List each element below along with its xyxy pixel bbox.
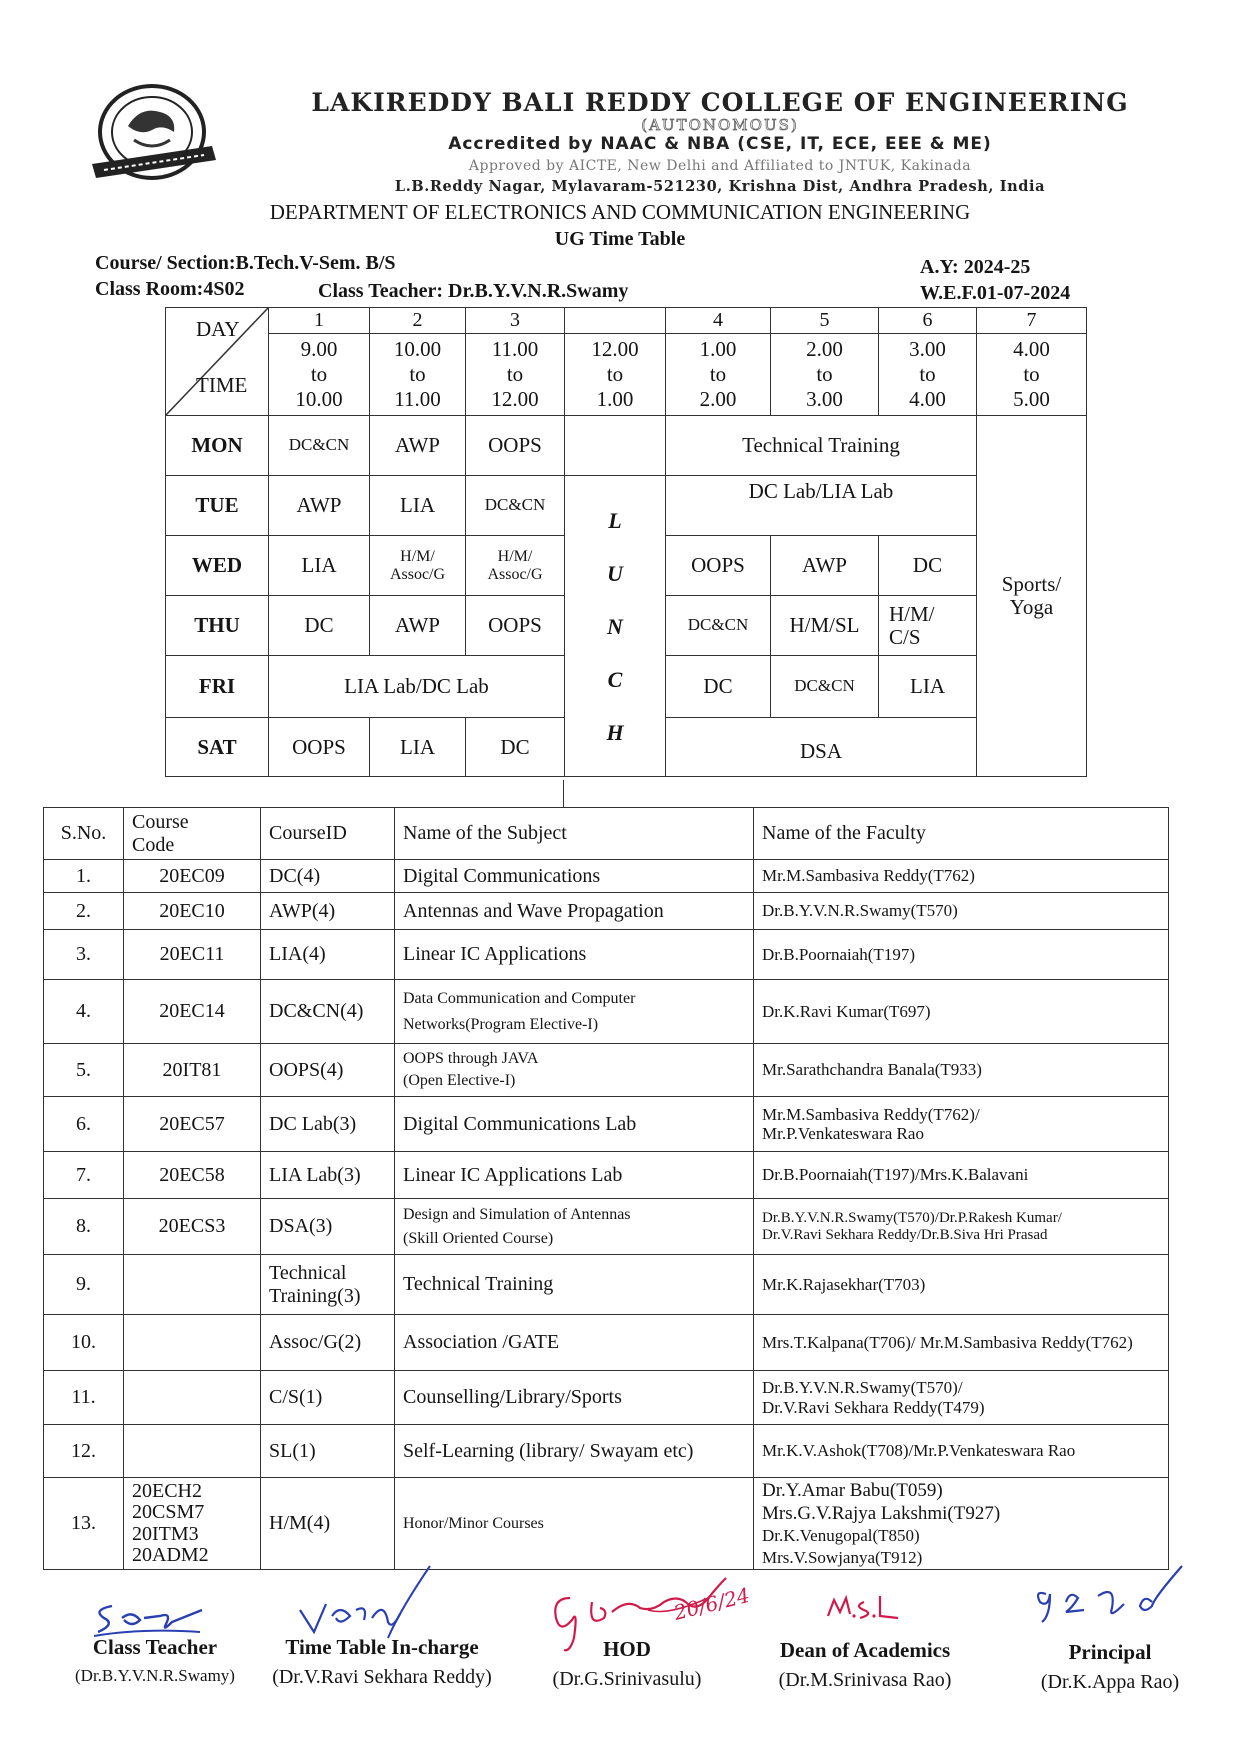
table-row: [44, 1199, 1169, 1255]
signature-name: (Dr.G.Srinivasulu): [552, 1668, 702, 1690]
class-cell: OOPS: [466, 416, 565, 476]
subject-line: (Skill Oriented Course): [403, 1229, 554, 1247]
slot-end: 2.00: [699, 387, 737, 412]
sno-cell: 8.: [44, 1199, 124, 1255]
subject-cell: Linear IC Applications: [395, 930, 754, 980]
department-title: DEPARTMENT OF ELECTRONICS AND COMMUNICATION ENGINEERING: [269, 200, 971, 224]
faculty-line: Mr.M.Sambasiva Reddy(T762)/: [762, 1104, 980, 1124]
code-cell: 20ECS3: [124, 1199, 261, 1255]
time-slot: [466, 334, 565, 416]
code-line: 20CSM7: [132, 1501, 205, 1524]
subject-line: OOPS through JAVA: [403, 1049, 539, 1067]
subject-cell: Technical Training: [395, 1255, 754, 1315]
faculty-cell: Mr.Sarathchandra Banala(T933): [754, 1044, 1169, 1097]
corner-time-label: TIME: [196, 373, 248, 397]
slot-start: 10.00: [393, 336, 442, 361]
class-cell: DC&CN: [771, 656, 879, 718]
class-cell: [879, 596, 977, 656]
time-slot: [370, 334, 466, 416]
class-cell: DC: [879, 536, 977, 596]
sno-cell: 7.: [44, 1152, 124, 1199]
faculty-cell: Dr.B.Y.V.N.R.Swamy(T570): [754, 893, 1169, 930]
sno-cell: 6.: [44, 1097, 124, 1152]
signature-name: (Dr.K.Appa Rao): [1040, 1671, 1180, 1693]
faculty-cell: [754, 1097, 1169, 1152]
signature-title: Principal: [1068, 1640, 1152, 1664]
accreditation-line: Accredited by NAAC & NBA (CSE, IT, ECE, EEE & ME): [448, 134, 992, 154]
signature-name: (Dr.V.Ravi Sekhara Reddy): [272, 1666, 492, 1688]
table-row: [44, 1097, 1169, 1152]
period-number: 3: [466, 308, 565, 334]
class-teacher-line: Class Teacher: Dr.B.Y.V.N.R.Swamy: [318, 280, 629, 302]
courseid-cell: DC Lab(3): [261, 1097, 395, 1152]
class-cell: LIA: [370, 718, 466, 777]
sno-cell: 13.: [44, 1478, 124, 1570]
lunch-period-number: [565, 308, 666, 334]
hod-date-note: 20/6/24: [671, 1582, 753, 1625]
class-line: Assoc/G: [487, 565, 543, 583]
subject-cell: [395, 1044, 754, 1097]
table-row: [44, 893, 1169, 930]
faculty-line: Dr.B.Y.V.N.R.Swamy(T570)/: [762, 1378, 963, 1398]
day-tue: TUE: [166, 476, 269, 536]
course-faculty-table: [43, 807, 1169, 1570]
header-line: Code: [132, 833, 175, 856]
class-cell: OOPS: [269, 718, 370, 777]
code-cell: 20EC58: [124, 1152, 261, 1199]
courseid-line: Training(3): [269, 1284, 361, 1307]
signature-title: HOD: [603, 1637, 651, 1661]
period-number: 7: [977, 308, 1087, 334]
faculty-cell: Dr.K.Ravi Kumar(T697): [754, 980, 1169, 1044]
courseid-cell: C/S(1): [261, 1371, 395, 1425]
courseid-cell: AWP(4): [261, 893, 395, 930]
faculty-line: Dr.V.Ravi Sekhara Reddy(T479): [762, 1397, 985, 1417]
time-slot: [879, 334, 977, 416]
code-cell: [124, 1425, 261, 1478]
faculty-cell: Dr.B.Poornaiah(T197): [754, 930, 1169, 980]
wef-date: W.E.F.01-07-2024: [920, 282, 1071, 304]
class-cell-merged: DC Lab/LIA Lab: [666, 476, 977, 536]
subject-cell: Self-Learning (library/ Swayam etc): [395, 1425, 754, 1478]
courseid-cell: SL(1): [261, 1425, 395, 1478]
signature-class-teacher: [60, 1635, 250, 1686]
courseid-cell: LIA(4): [261, 930, 395, 980]
subject-cell: Linear IC Applications Lab: [395, 1152, 754, 1199]
class-cell: [370, 536, 466, 596]
signature-principal: [1020, 1640, 1200, 1694]
slot-end: 3.00: [806, 387, 843, 412]
slot-start: 4.00: [1013, 336, 1050, 361]
table-row: [44, 1044, 1169, 1097]
academic-year: A.Y: 2024-25: [920, 256, 1031, 278]
class-cell: DC: [269, 596, 370, 656]
tt-incharge-signature: [280, 1560, 470, 1640]
code-line: 20ITM3: [132, 1522, 199, 1545]
document-title: UG Time Table: [554, 228, 686, 250]
lunch-column: [565, 476, 666, 777]
class-cell: LIA: [879, 656, 977, 718]
weekly-timetable: [165, 307, 1087, 777]
subject-cell: Digital Communications Lab: [395, 1097, 754, 1152]
signature-dean: [750, 1638, 980, 1692]
faculty-cell: [754, 1199, 1169, 1255]
courseid-cell: H/M(4): [261, 1478, 395, 1570]
address-line: L.B.Reddy Nagar, Mylavaram-521230, Krishna Dist, Andhra Pradesh, India: [394, 178, 1046, 195]
subject-line: Design and Simulation of Antennas: [403, 1205, 631, 1223]
faculty-cell: Mrs.T.Kalpana(T706)/ Mr.M.Sambasiva Reddy(T762): [754, 1315, 1169, 1371]
code-cell: [124, 1371, 261, 1425]
time-slot: [666, 334, 771, 416]
lunch-letter: U: [607, 560, 623, 586]
table-row: [44, 860, 1169, 893]
period-number: 4: [666, 308, 771, 334]
period-number: 5: [771, 308, 879, 334]
slot-start: 1.00: [699, 336, 737, 361]
sno-cell: 10.: [44, 1315, 124, 1371]
faculty-line: Dr.V.Ravi Sekhara Reddy/Dr.B.Siva Hri Prasad: [762, 1226, 1048, 1243]
sno-cell: 11.: [44, 1371, 124, 1425]
class-line: C/S: [889, 624, 921, 649]
slot-start: 9.00: [300, 336, 338, 361]
class-cell: AWP: [269, 476, 370, 536]
class-cell: DC: [466, 718, 565, 777]
signature-title: Class Teacher: [92, 1635, 218, 1659]
subject-cell: Counselling/Library/Sports: [395, 1371, 754, 1425]
time-slot: [771, 334, 879, 416]
courseid-cell: LIA Lab(3): [261, 1152, 395, 1199]
class-cell-merged: DSA: [666, 718, 977, 777]
sno-cell: 2.: [44, 893, 124, 930]
class-cell: H/M/SL: [771, 596, 879, 656]
lunch-letter: H: [606, 719, 624, 745]
signature-name: (Dr.B.Y.V.N.R.Swamy): [75, 1666, 235, 1685]
day-sat: SAT: [166, 718, 269, 777]
faculty-cell: Mr.K.Rajasekhar(T703): [754, 1255, 1169, 1315]
class-room: Class Room:4S02: [95, 278, 245, 300]
slot-to: to: [709, 361, 727, 386]
class-cell: DC: [666, 656, 771, 718]
col-header-faculty: Name of the Faculty: [754, 808, 1169, 860]
courseid-line: Technical: [269, 1262, 347, 1285]
slot-end: 11.00: [394, 387, 441, 412]
class-cell: OOPS: [666, 536, 771, 596]
table-row: [44, 1371, 1169, 1425]
code-line: 20ECH2: [132, 1480, 202, 1503]
faculty-cell: [754, 1371, 1169, 1425]
day-time-corner: [166, 308, 269, 416]
subject-line: Networks(Program Elective-I): [403, 1015, 599, 1033]
period-number: 1: [269, 308, 370, 334]
sno-cell: 3.: [44, 930, 124, 980]
subject-cell: Association /GATE: [395, 1315, 754, 1371]
table-row: [44, 1425, 1169, 1478]
courseid-cell: DC&CN(4): [261, 980, 395, 1044]
principal-signature: [1032, 1562, 1192, 1652]
lunch-cell-top: [565, 416, 666, 476]
slot-to: to: [606, 361, 624, 386]
faculty-line: Dr.K.Venugopal(T850): [762, 1526, 920, 1546]
code-cell: 20EC57: [124, 1097, 261, 1152]
col-header-subject: Name of the Subject: [395, 808, 754, 860]
subject-line: (Open Elective-I): [403, 1072, 516, 1089]
signature-title: Time Table In-charge: [285, 1635, 479, 1659]
sno-cell: 4.: [44, 980, 124, 1044]
dean-signature: [818, 1588, 928, 1628]
faculty-line: Mr.P.Venkateswara Rao: [762, 1124, 924, 1143]
class-line: H/M/: [889, 601, 935, 626]
class-cell: AWP: [370, 416, 466, 476]
slot-to: to: [310, 361, 328, 386]
class-cell: DC&CN: [269, 416, 370, 476]
slot-end: 4.00: [909, 387, 946, 412]
period-number: 6: [879, 308, 977, 334]
time-slot: [977, 334, 1087, 416]
slot-to: to: [506, 361, 524, 386]
class-cell: DC&CN: [466, 476, 565, 536]
class-cell: OOPS: [466, 596, 565, 656]
slot-start: 3.00: [909, 336, 946, 361]
col-header-sno: S.No.: [44, 808, 124, 860]
college-emblem-icon: [82, 80, 222, 192]
slot-end: 10.00: [295, 387, 343, 412]
class-cell: AWP: [370, 596, 466, 656]
signature-tt-incharge: [262, 1635, 502, 1689]
college-name: LAKIREDDY BALI REDDY COLLEGE OF ENGINEERING: [311, 88, 1129, 117]
faculty-line: Dr.Y.Amar Babu(T059): [762, 1479, 943, 1501]
sports-yoga-cell: [977, 416, 1087, 777]
class-line: Assoc/G: [389, 565, 446, 583]
col-header-code: [124, 808, 261, 860]
signature-hod: [532, 1637, 722, 1691]
code-cell: 20EC09: [124, 860, 261, 893]
code-line: 20ADM2: [132, 1543, 209, 1566]
code-cell: [124, 1255, 261, 1315]
code-cell: [124, 1478, 261, 1570]
slot-end: 1.00: [596, 387, 634, 412]
courseid-cell: DSA(3): [261, 1199, 395, 1255]
approval-line: Approved by AICTE, New Delhi and Affiliated to JNTUK, Kakinada: [468, 158, 972, 174]
sno-cell: 12.: [44, 1425, 124, 1478]
courseid-cell: Assoc/G(2): [261, 1315, 395, 1371]
slot-end: 5.00: [1013, 387, 1050, 412]
sports-label: Sports/: [1001, 572, 1062, 597]
subject-cell: [395, 1199, 754, 1255]
slot-to: to: [816, 361, 833, 386]
day-thu: THU: [166, 596, 269, 656]
table-row: [44, 980, 1169, 1044]
code-cell: 20IT81: [124, 1044, 261, 1097]
lunch-letter: N: [607, 613, 623, 639]
corner-day-label: DAY: [196, 317, 240, 341]
subject-cell: [395, 980, 754, 1044]
table-row: [44, 1255, 1169, 1315]
code-cell: 20EC14: [124, 980, 261, 1044]
signature-title: Dean of Academics: [779, 1638, 951, 1662]
col-header-courseid: CourseID: [261, 808, 395, 860]
subject-cell: Antennas and Wave Propagation: [395, 893, 754, 930]
time-slot: [565, 334, 666, 416]
sno-cell: 5.: [44, 1044, 124, 1097]
faculty-line: Dr.B.Y.V.N.R.Swamy(T570)/Dr.P.Rakesh Kumar/: [762, 1209, 1062, 1226]
code-cell: 20EC11: [124, 930, 261, 980]
subject-cell: Digital Communications: [395, 860, 754, 893]
class-cell: DC&CN: [666, 596, 771, 656]
autonomous-label: (AUTONOMOUS): [641, 116, 799, 134]
slot-to: to: [1023, 361, 1040, 386]
faculty-cell: Mr.M.Sambasiva Reddy(T762): [754, 860, 1169, 893]
faculty-line: Mrs.V.Sowjanya(T912): [762, 1548, 923, 1568]
slot-start: 11.00: [491, 336, 539, 361]
sno-cell: 9.: [44, 1255, 124, 1315]
day-mon: MON: [166, 416, 269, 476]
class-cell-merged: LIA Lab/DC Lab: [269, 656, 565, 718]
table-row: [44, 930, 1169, 980]
signature-name: (Dr.M.Srinivasa Rao): [778, 1669, 952, 1691]
courseid-cell: OOPS(4): [261, 1044, 395, 1097]
class-cell-merged: Technical Training: [666, 416, 977, 476]
class-line: H/M/: [497, 547, 533, 565]
class-cell: LIA: [269, 536, 370, 596]
class-cell: LIA: [370, 476, 466, 536]
faculty-cell: Dr.B.Poornaiah(T197)/Mrs.K.Balavani: [754, 1152, 1169, 1199]
slot-to: to: [409, 361, 426, 386]
subject-line: Data Communication and Computer: [403, 989, 636, 1007]
time-slot: [269, 334, 370, 416]
slot-to: to: [919, 361, 936, 386]
table-row: [44, 1315, 1169, 1371]
period-number: 2: [370, 308, 466, 334]
course-section: Course/ Section:B.Tech.V-Sem. B/S: [95, 252, 396, 274]
yoga-label: Yoga: [1009, 595, 1054, 619]
lunch-connector-line: [563, 780, 564, 808]
courseid-cell: DC(4): [261, 860, 395, 893]
class-cell: AWP: [771, 536, 879, 596]
subject-cell: Honor/Minor Courses: [395, 1478, 754, 1570]
slot-start: 12.00: [591, 336, 639, 361]
day-fri: FRI: [166, 656, 269, 718]
day-wed: WED: [166, 536, 269, 596]
table-row: [44, 1478, 1169, 1570]
slot-end: 12.00: [491, 387, 539, 412]
faculty-line: Mrs.G.V.Rajya Lakshmi(T927): [762, 1502, 1001, 1524]
slot-start: 2.00: [806, 336, 843, 361]
header-line: Course: [132, 811, 189, 834]
class-line: H/M/: [400, 547, 435, 565]
sno-cell: 1.: [44, 860, 124, 893]
faculty-cell: Mr.K.V.Ashok(T708)/Mr.P.Venkateswara Rao: [754, 1425, 1169, 1478]
lunch-letter: C: [607, 666, 623, 692]
lunch-letter: L: [608, 507, 622, 533]
faculty-cell: [754, 1478, 1169, 1570]
code-cell: [124, 1315, 261, 1371]
courseid-cell: [261, 1255, 395, 1315]
code-cell: 20EC10: [124, 893, 261, 930]
table-row: [44, 1152, 1169, 1199]
class-cell: [466, 536, 565, 596]
